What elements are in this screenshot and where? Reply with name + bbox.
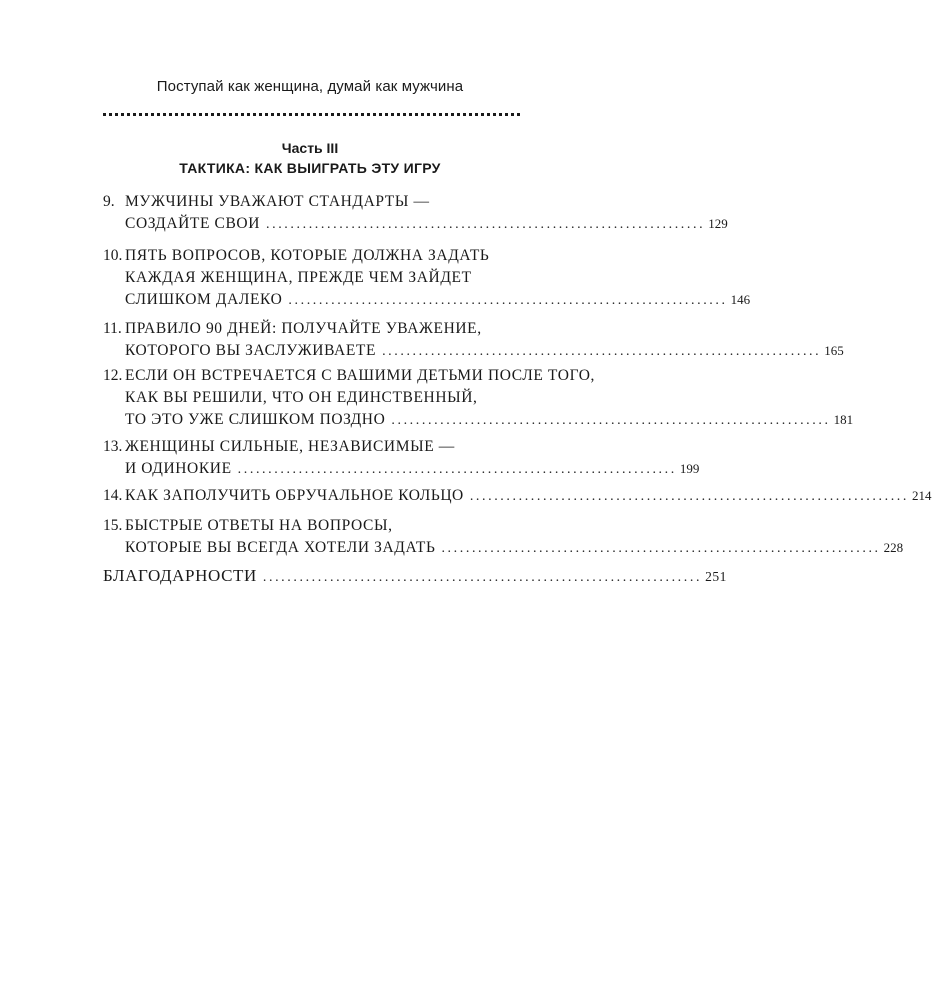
- toc-entry-acknowledgments: [103, 565, 727, 589]
- toc-entry-line: ЕСЛИ ОН ВСТРЕЧАЕТСЯ С ВАШИМИ ДЕТЬМИ ПОСЛЕ ТОГО,: [125, 367, 596, 384]
- toc-entry-line: БЫСТРЫЕ ОТВЕТЫ НА ВОПРОСЫ,: [125, 517, 393, 534]
- toc-entry-line: КАК ВЫ РЕШИЛИ, ЧТО ОН ЕДИНСТВЕННЫЙ,: [125, 389, 478, 406]
- toc-page-number: 146: [730, 292, 751, 307]
- toc-entry-number: 14.: [103, 487, 123, 504]
- toc-entry-number: 10.: [103, 247, 123, 264]
- dot-leader: ........................................................................: [237, 462, 677, 477]
- toc-entry-line: И ОДИНОКИЕ: [125, 460, 232, 477]
- toc-page-number: 165: [824, 343, 844, 358]
- part-label: Часть III: [281, 140, 339, 156]
- dot-leader: ........................................................................: [441, 541, 881, 556]
- toc-entry-line: КОТОРЫЕ ВЫ ВСЕГДА ХОТЕЛИ ЗАДАТЬ: [125, 539, 436, 556]
- toc-entry-line: ТО ЭТО УЖЕ СЛИШКОМ ПОЗДНО: [125, 411, 386, 428]
- toc-entry-13: [103, 436, 700, 481]
- dot-leader: ........................................................................: [382, 344, 822, 359]
- header-dotted-rule: [103, 113, 520, 116]
- running-head: Поступай как женщина, думай как мужчина: [156, 78, 464, 95]
- toc-entry-line: КАК ЗАПОЛУЧИТЬ ОБРУЧАЛЬНОЕ КОЛЬЦО: [125, 487, 464, 504]
- toc-entry-line: ЖЕНЩИНЫ СИЛЬНЫЕ, НЕЗАВИСИМЫЕ —: [125, 438, 455, 455]
- toc-entry-14: [103, 485, 932, 508]
- toc-page-number: 214: [912, 488, 932, 503]
- toc-entry-12: [103, 365, 854, 432]
- toc-entry-line: ПРАВИЛО 90 ДНЕЙ: ПОЛУЧАЙТЕ УВАЖЕНИЕ,: [125, 320, 482, 337]
- toc-entry-line: КОТОРОГО ВЫ ЗАСЛУЖИВАЕТЕ: [125, 342, 377, 359]
- acknowledgments-label: БЛАГОДАРНОСТИ: [103, 566, 257, 585]
- toc-entry-number: 11.: [103, 320, 122, 337]
- toc-entry-number: 12.: [103, 367, 123, 384]
- toc-page-number: 181: [833, 412, 854, 427]
- dot-leader: ........................................................................: [266, 217, 706, 232]
- toc-entry-9: [103, 191, 728, 236]
- toc-entry-number: 9.: [103, 193, 115, 210]
- toc-page-number: 199: [679, 461, 700, 476]
- toc-entry-number: 13.: [103, 438, 123, 455]
- toc-entry-line: МУЖЧИНЫ УВАЖАЮТ СТАНДАРТЫ —: [125, 193, 430, 210]
- part-heading: [0, 138, 620, 178]
- dot-leader: ........................................................................: [391, 413, 831, 428]
- toc-entry-line: ПЯТЬ ВОПРОСОВ, КОТОРЫЕ ДОЛЖНА ЗАДАТЬ: [125, 247, 490, 264]
- dot-leader: ........................................................................: [262, 570, 703, 585]
- part-title: ТАКТИКА: КАК ВЫИГРАТЬ ЭТУ ИГРУ: [179, 160, 441, 176]
- toc-entry-10: [103, 245, 751, 312]
- toc-entry-line: СОЗДАЙТЕ СВОИ: [125, 215, 260, 232]
- toc-page-number: 129: [708, 216, 728, 231]
- dot-leader: ........................................................................: [288, 293, 728, 308]
- toc-entry-number: 15.: [103, 517, 123, 534]
- toc-entry-11: [103, 318, 844, 363]
- toc-entry-line: СЛИШКОМ ДАЛЕКО: [125, 291, 283, 308]
- toc-page-number: 228: [883, 540, 904, 555]
- toc-entry-15: [103, 515, 904, 560]
- toc-page-number: 251: [705, 569, 727, 584]
- dot-leader: ........................................................................: [469, 489, 910, 504]
- toc-entry-line: КАЖДАЯ ЖЕНЩИНА, ПРЕЖДЕ ЧЕМ ЗАЙДЕТ: [125, 269, 472, 286]
